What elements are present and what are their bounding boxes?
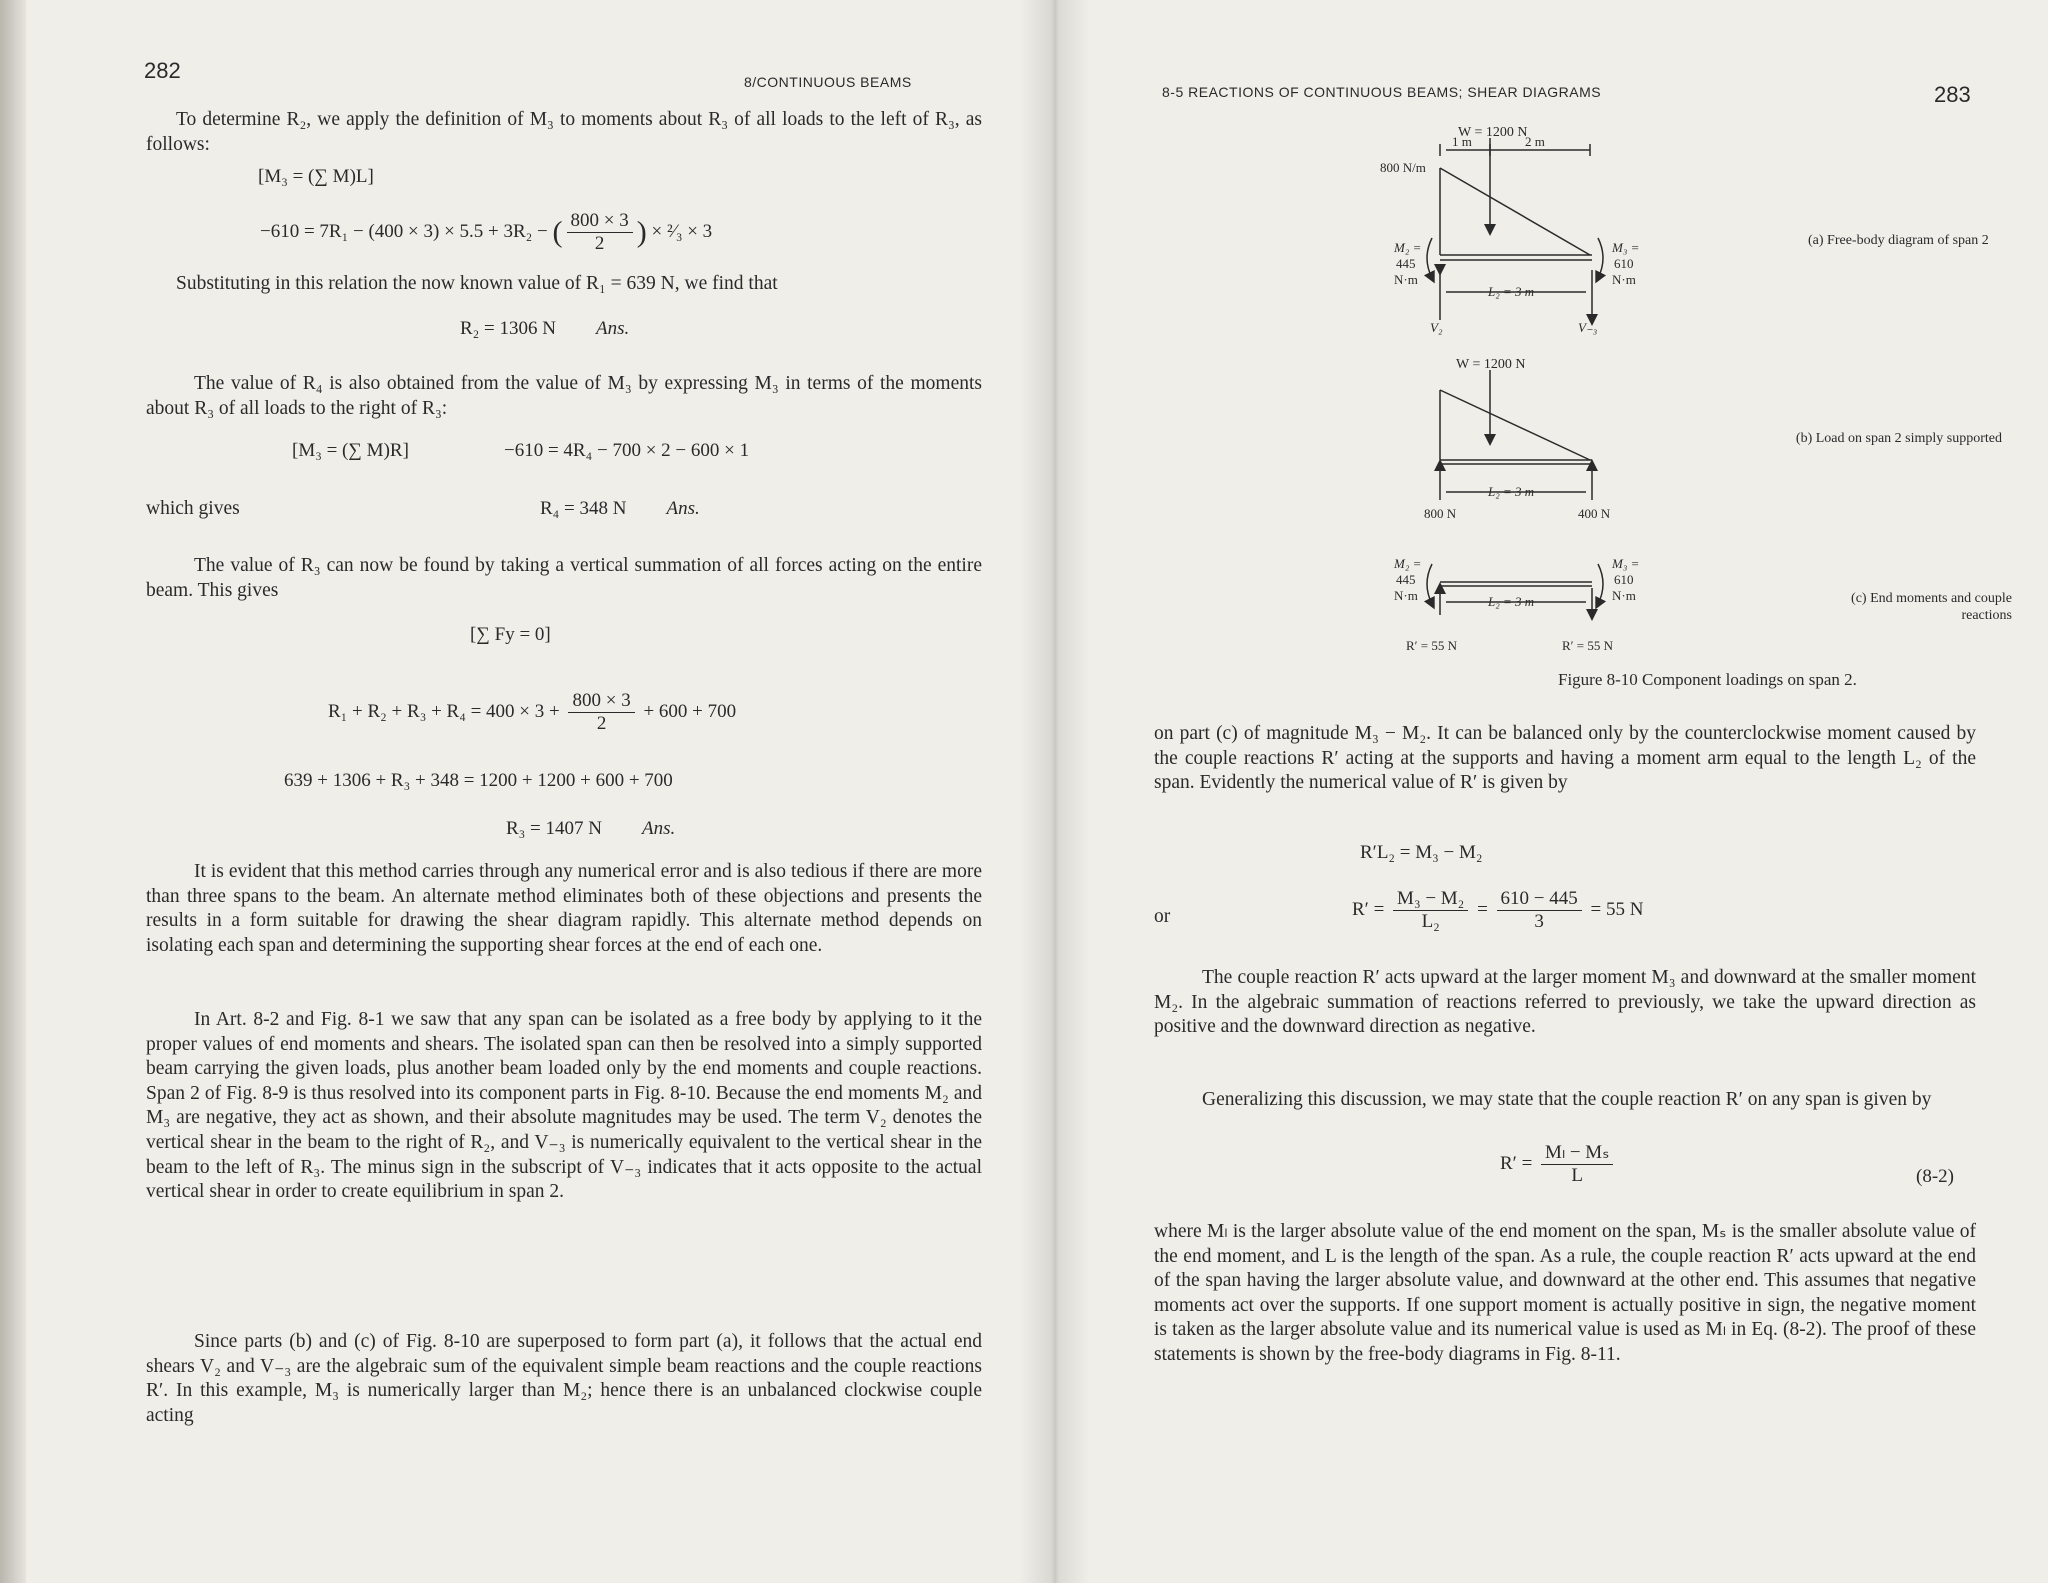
- text-line: or: [1154, 906, 1171, 927]
- equation-part: + 600 + 700: [643, 700, 737, 722]
- numerator: 800 × 3: [568, 690, 634, 713]
- paragraph: where Mₗ is the larger absolute value of the end moment on the span, Mₛ is the smaller absolute value of the end moment, and L is the length of the span. As a rule, the couple reaction R′ acts upward at the end of the span having the larger absolute value, and downward at the other end. This assumes that negative moments act over the supports. If one support moment is actually positive in sign, the negative moment is taken as the larger absolute value and its numerical value is used as Mₗ in Eq. (8-2). The proof of these statements is shown by the free-body diagrams in Fig. 8-11.: [1154, 1221, 1976, 1365]
- dimension-label: 2 m: [1525, 134, 1545, 149]
- denominator: 2: [594, 233, 605, 254]
- paragraph: In Art. 8-2 and Fig. 8-1 we saw that any span can be isolated as a free body by applying to it the proper values of end moments and shears. The isolated span can then be resolved into a simply supported beam carrying the given loads, plus another beam loaded only by the end moments and couple reactions. Span 2 of Fig. 8-9 is thus resolved into its component parts in Fig. 8-10. Because the end moments M₂ and M₃ are negative, they act as shown, and their absolute magnitudes may be used. The term V₂ denotes the vertical shear in the beam to the right of R₂, and V₋₃ is numerically equivalent to the vertical shear in the beam to the left of R₃. The minus sign in the subscript of V₋₃ indicates that it acts opposite to the actual vertical shear in order to create equilibrium in span 2.: [146, 1009, 982, 1203]
- fraction: [567, 210, 633, 255]
- load-label: W = 1200 N: [1456, 357, 1526, 372]
- paragraph: Since parts (b) and (c) of Fig. 8-10 are superposed to form part (a), it follows that the actual end shears V₂ and V₋₃ are the algebraic sum of the equivalent simple beam reactions and the couple reactions R′. In this example, M₃ is numerically larger than M₂; hence there is an unbalanced clockwise couple acting: [146, 1331, 982, 1426]
- moment-label: M₂ =: [1394, 240, 1422, 255]
- equation-part: = 55 N: [1590, 898, 1644, 920]
- subfigure-caption: (a) Free-body diagram of span 2: [1808, 233, 1989, 248]
- fraction: [568, 690, 634, 735]
- moment-unit: N·m: [1612, 272, 1636, 287]
- equation-part: R₃ = 1407 N: [506, 818, 602, 839]
- paragraph: Substituting in this relation the now known value of R₁ = 639 N, we find that: [176, 273, 778, 294]
- equation-bracket: [M₃ = (∑ M)R]: [292, 440, 409, 461]
- equation: [1500, 1142, 1617, 1187]
- moment-value: 610: [1614, 572, 1634, 587]
- equation-part: R′ =: [1500, 1152, 1533, 1174]
- reaction-label: 400 N: [1578, 506, 1611, 521]
- right-page: [1090, 0, 2048, 1583]
- reaction-label: 800 N: [1424, 506, 1457, 521]
- span-length-label: L₂ = 3 m: [1488, 284, 1535, 299]
- moment-unit: N·m: [1394, 588, 1418, 603]
- answer-label: Ans.: [666, 498, 700, 519]
- shear-label: V₋₃: [1578, 320, 1598, 335]
- load-intensity-label: 800 N/m: [1380, 160, 1426, 175]
- equation-part: R₁ + R₂ + R₃ + R₄ = 400 × 3 +: [328, 700, 560, 722]
- fraction: [1541, 1142, 1613, 1187]
- equation-part: × ²⁄₃ × 3: [651, 220, 713, 242]
- moment-value: 445: [1396, 572, 1416, 587]
- moment-value: 445: [1396, 256, 1416, 271]
- diagram-b: [1440, 370, 1592, 500]
- running-head: 8-5 REACTIONS OF CONTINUOUS BEAMS; SHEAR DIAGRAMS: [1162, 84, 1602, 100]
- moment-label: M₂ =: [1394, 556, 1422, 571]
- reaction-label: R′ = 55 N: [1562, 638, 1613, 653]
- span-length-label: L₂ = 3 m: [1488, 484, 1535, 499]
- paren: ): [636, 215, 647, 249]
- dimension-label: 1 m: [1452, 134, 1472, 149]
- equation-part: R′ =: [1352, 898, 1385, 920]
- equation: [460, 318, 629, 340]
- page-number: 282: [144, 58, 181, 83]
- left-page: [26, 0, 1026, 1583]
- numerator: 800 × 3: [567, 210, 633, 233]
- numerator: 610 − 445: [1497, 888, 1582, 911]
- equation-part: R₂ = 1306 N: [460, 318, 556, 339]
- paragraph: Generalizing this discussion, we may state that the couple reaction R′ on any span is given by: [1202, 1089, 1932, 1110]
- numerator: M₃ − M₂: [1393, 888, 1468, 911]
- equation: −610 = 4R₄ − 700 × 2 − 600 × 1: [504, 440, 750, 461]
- paragraph: It is evident that this method carries through any numerical error and is also tedious if there are more than three spans to the beam. An alternate method eliminates both of these objections and presents the results in a form suitable for drawing the shear diagram rapidly. This alternate method depends on isolating each span and determining the supporting shear forces at the end of each one.: [146, 861, 982, 956]
- numerator: Mₗ − Mₛ: [1541, 1142, 1613, 1165]
- paragraph: The value of R₃ can now be found by taking a vertical summation of all forces acting on the entire beam. This gives: [146, 555, 982, 601]
- figure-8-10: [1380, 120, 1720, 670]
- denominator: L₂: [1421, 911, 1440, 932]
- page-edge: [0, 0, 26, 1583]
- span-length-label: L₂ = 3 m: [1488, 594, 1535, 609]
- equation: [506, 818, 675, 840]
- denominator: 2: [596, 713, 607, 734]
- subfigure-caption: (c) End moments and couple reactions: [1851, 591, 2012, 623]
- equation: [260, 210, 712, 255]
- load-label: W = 1200 N: [1458, 125, 1528, 140]
- equation-number: (8-2): [1916, 1166, 1954, 1187]
- equation-part: −610 = 7R₁ − (400 × 3) × 5.5 + 3R₂ −: [260, 220, 548, 242]
- fraction: [1497, 888, 1582, 933]
- book-gutter: [1020, 0, 1090, 1583]
- text-line: which gives: [146, 498, 240, 519]
- equation-bracket: [∑ Fy = 0]: [470, 624, 551, 645]
- figure-caption: Figure 8-10 Component loadings on span 2.: [1558, 670, 1857, 689]
- subfigure-caption: (b) Load on span 2 simply supported: [1795, 431, 2002, 446]
- moment-unit: N·m: [1394, 272, 1418, 287]
- paragraph: The couple reaction R′ acts upward at the larger moment M₃ and downward at the smaller moment M₂. In the algebraic summation of reactions referred to previously, we take the upward direction as positive and the downward direction as negative.: [1154, 967, 1976, 1038]
- paragraph: on part (c) of magnitude M₃ − M₂. It can be balanced only by the counterclockwise moment caused by the couple reactions R′ acting at the supports and having a moment arm equal to the length L₂ of the span. Evidently the numerical value of R′ is given by: [1154, 723, 1976, 794]
- equation: [540, 498, 700, 520]
- running-head: 8/CONTINUOUS BEAMS: [744, 74, 912, 90]
- equation-part: =: [1477, 898, 1488, 920]
- paren: (: [552, 215, 563, 249]
- denominator: L: [1571, 1165, 1583, 1186]
- answer-label: Ans.: [595, 318, 630, 339]
- shear-label: V₂: [1430, 320, 1443, 335]
- paragraph: To determine R₂, we apply the definition of M₃ to moments about R₃ of all loads to the left of R₃, as follows:: [146, 109, 982, 155]
- reaction-label: R′ = 55 N: [1406, 638, 1457, 653]
- answer-label: Ans.: [641, 818, 676, 839]
- equation: [328, 690, 736, 735]
- equation: [1352, 888, 1643, 933]
- fraction: [1393, 888, 1468, 933]
- page-number: 283: [1934, 82, 1971, 107]
- denominator: 3: [1534, 911, 1544, 932]
- equation-part: R₄ = 348 N: [540, 498, 627, 519]
- moment-value: 610: [1614, 256, 1634, 271]
- equation: 639 + 1306 + R₃ + 348 = 1200 + 1200 + 600 + 700: [284, 770, 673, 791]
- equation-bracket: [M₃ = (∑ M)L]: [258, 166, 374, 187]
- moment-label: M₃ =: [1612, 240, 1640, 255]
- paragraph: The value of R₄ is also obtained from the value of M₃ by expressing M₃ in terms of the moments about R₃ of all loads to the right of R₃:: [146, 373, 982, 419]
- equation: R′L₂ = M₃ − M₂: [1360, 842, 1483, 863]
- moment-label: M₃ =: [1612, 556, 1640, 571]
- moment-unit: N·m: [1612, 588, 1636, 603]
